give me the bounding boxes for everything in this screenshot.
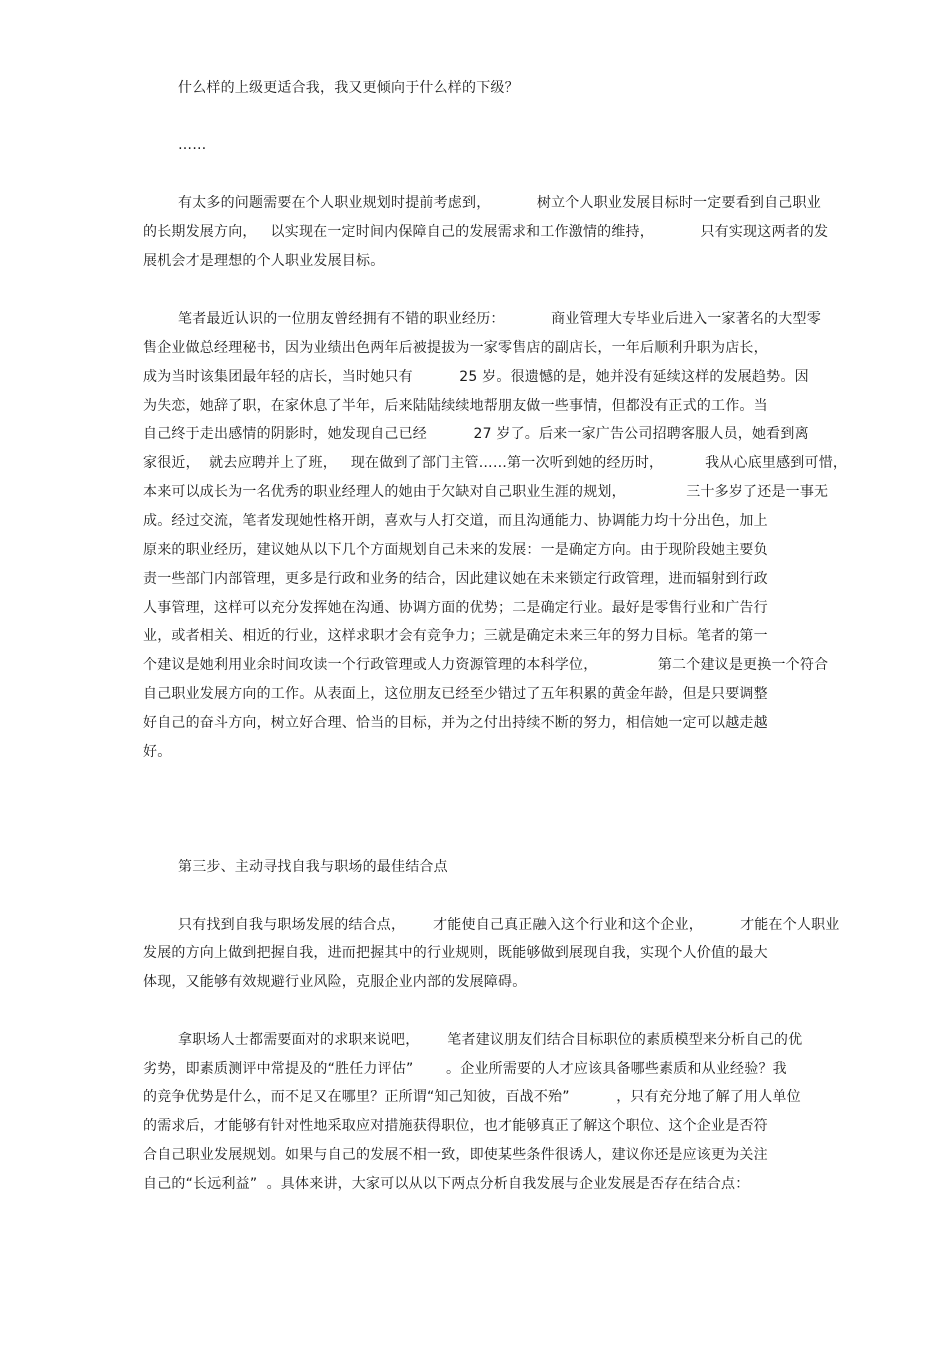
text-line: 自己的“长远利益” 。具体来讲，大家可以从以下两点分析自我发展与企业发展是否存在结合点：	[143, 1176, 750, 1192]
section-heading: 第三步、主动寻找自我与职场的最佳结合点	[178, 859, 448, 875]
text-line: 好自己的奋斗方向，树立好合理、恰当的目标，并为之付出持续不断的努力，相信她一定可以越走越	[143, 715, 768, 731]
text-line: 自己职业发展方向的工作。从表面上，这位朋友已经至少错过了五年积累的黄金年龄，但是只要调整	[143, 686, 768, 702]
text-line: 展机会才是理想的个人职业发展目标。	[143, 253, 385, 269]
text-line: 本来可以成长为一名优秀的职业经理人的她由于欠缺对自己职业生涯的规划， 三十多岁了还是一事无	[143, 484, 829, 500]
text-line: 售企业做总经理秘书，因为业绩出色两年后被提拔为一家零售店的副店长，一年后顺利升职为店长，	[143, 340, 768, 356]
text-line: 责一些部门内部管理，更多是行政和业务的结合，因此建议她在未来锁定行政管理，进而辐射到行政	[143, 571, 768, 587]
text-line: 有太多的问题需要在个人职业规划时提前考虑到， 树立个人职业发展目标时一定要看到自己职业	[178, 195, 821, 211]
text-line: 成为当时该集团最年轻的店长，当时她只有 25 岁。很遗憾的是，她并没有延续这样的发展趋势。因	[143, 369, 809, 385]
question-line: 什么样的上级更适合我，我又更倾向于什么样的下级？	[178, 80, 519, 96]
text-line: 人事管理，这样可以充分发挥她在沟通、协调方面的优势；二是确定行业。最好是零售行业和广告行	[143, 600, 768, 616]
text-line: 体现，又能够有效规避行业风险，克服企业内部的发展障碍。	[143, 974, 527, 990]
text-line: 的竞争优势是什么，而不足又在哪里？正所谓“知己知彼，百战不殆” ，只有充分地了解了用人单位	[143, 1089, 801, 1105]
text-line: 笔者最近认识的一位朋友曾经拥有不错的职业经历： 商业管理大专毕业后进入一家著名的大型零	[178, 311, 821, 327]
ellipsis-line: ……	[178, 137, 207, 153]
text-line: 自己终于走出感情的阴影时，她发现自己已经 27 岁了。后来一家广告公司招聘客服人员，她看到离	[143, 426, 809, 442]
text-line: 好。	[143, 744, 172, 760]
text-line: 为失恋，她辞了职，在家休息了半年，后来陆陆续续地帮朋友做一些事情，但都没有正式的工作。当	[143, 398, 768, 414]
text-line: 成。经过交流，笔者发现她性格开朗，喜欢与人打交道，而且沟通能力、协调能力均十分出色，加上	[143, 513, 768, 529]
text-line: 的长期发展方向， 以实现在一定时间内保障自己的发展需求和工作激情的维持， 只有实现这两者的发	[143, 224, 829, 240]
text-line: 合自己职业发展规划。如果与自己的发展不相一致，即使某些条件很诱人，建议你还是应该更为关注	[143, 1147, 768, 1163]
text-line: 的需求后，才能够有针对性地采取应对措施获得职位，也才能够真正了解这个职位、这个企业是否符	[143, 1118, 768, 1134]
text-line: 拿职场人士都需要面对的求职来说吧， 笔者建议朋友们结合目标职位的素质模型来分析自己的优	[178, 1032, 803, 1048]
text-line: 业，或者相关、相近的行业，这样求职才会有竞争力；三就是确定未来三年的努力目标。笔者的第一	[143, 628, 768, 644]
text-line: 劣势，即素质测评中常提及的“胜任力评估” 。企业所需要的人才应该具备哪些素质和从业经验？我	[143, 1061, 787, 1077]
text-line: 家很近， 就去应聘并上了班， 现在做到了部门主管……第一次听到她的经历时， 我从心底里感到可惜，	[143, 455, 848, 471]
text-line: 原来的职业经历，建议她从以下几个方面规划自己未来的发展：一是确定方向。由于现阶段她主要负	[143, 542, 768, 558]
text-line: 个建议是她利用业余时间攻读一个行政管理或人力资源管理的本科学位， 第二个建议是更换一个符合	[143, 657, 829, 673]
text-line: 发展的方向上做到把握自我，进而把握其中的行业规则，既能够做到展现自我，实现个人价值的最大	[143, 945, 768, 961]
text-line: 只有找到自我与职场发展的结合点， 才能使自己真正融入这个行业和这个企业， 才能在个人职业	[178, 917, 840, 933]
